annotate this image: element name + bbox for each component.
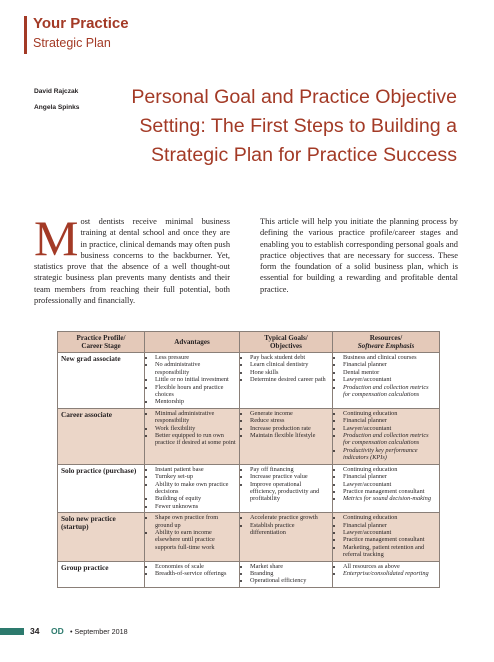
list-item: • Mentorship	[155, 398, 236, 405]
header-advantages: Advantages	[145, 332, 240, 353]
list-item: • Marketing, patient retention and referral tracking	[343, 544, 436, 559]
list-item: • All resources as above	[343, 563, 436, 570]
stage-cell: New grad associate	[58, 353, 145, 409]
overview-paragraph: This article will help you initiate the planning process by defining the various practice profile/career stages and enabling you to establish corresponding personal goals and practice objectives that are necessary for success. These form the foundation of a solid business plan, which is essential for building a rewarding and profitable dental practice.	[260, 217, 458, 294]
list-item: • No administrative responsibility	[155, 361, 236, 376]
resources-cell	[333, 513, 440, 561]
title-line: Setting: The First Steps to Building a	[139, 115, 457, 137]
list-item: • Financial planner	[343, 417, 436, 424]
list-item: • Production and collection metrics for compensation calculations	[343, 384, 436, 399]
drop-cap: M	[34, 210, 79, 266]
list-item: • Financial planner	[343, 522, 436, 529]
list-item: • Better equipped to run own practice if desired at some point	[155, 432, 236, 447]
goals-cell	[240, 353, 333, 409]
list-item: • Metrics for sound decision-making	[343, 495, 436, 502]
intro-text: ost dentists receive minimal business training at dental school and once they are in practice, clinical demands may often push business concerns to the backburner. Yet, statistics prove that the absence of a well thought-out strategic business plan prevents many dentists and their team members from reaching their full potential, both professionally and financially.	[34, 217, 231, 306]
stage-cell: Group practice	[58, 561, 145, 587]
publication-brand: OD	[51, 626, 64, 636]
list-item: • Determine desired career path	[250, 376, 329, 383]
goals-cell	[240, 464, 333, 512]
list-item: • Production and collection metrics for compensation calculations	[343, 432, 436, 447]
advantages-list	[148, 354, 236, 406]
list-item: • Building of equity	[155, 495, 236, 502]
advantages-list	[148, 410, 236, 447]
list-item: • Pay back student debt	[250, 354, 329, 361]
list-item: • Maintain flexible lifestyle	[250, 432, 329, 439]
list-item: • Enterprise/consolidated reporting	[343, 570, 436, 577]
article-title	[77, 83, 457, 170]
table-body	[58, 353, 440, 588]
goals-cell	[240, 513, 333, 561]
section-subtitle: Strategic Plan	[33, 36, 111, 50]
list-item: • Financial planner	[343, 361, 436, 368]
author-name: David Rajczak	[34, 88, 79, 95]
goals-list	[243, 514, 329, 536]
advantages-list	[148, 563, 236, 578]
advantages-cell	[145, 353, 240, 409]
list-item: • Economies of scale	[155, 563, 236, 570]
list-item: • Generate income	[250, 410, 329, 417]
stage-cell: Solo new practice (startup)	[58, 513, 145, 561]
list-item: • Continuing education	[343, 410, 436, 417]
list-item: • Practice management consultant	[343, 536, 436, 543]
footer-bar	[0, 628, 24, 635]
list-item: • Establish practice differentiation	[250, 522, 329, 537]
list-item: • Shape own practice from ground up	[155, 514, 236, 529]
list-item: • Instant patient base	[155, 466, 236, 473]
list-item: • Dental mentor	[343, 369, 436, 376]
list-item: • Practice management consultant	[343, 488, 436, 495]
advantages-cell	[145, 561, 240, 587]
list-item: • Lawyer/accountant	[343, 376, 436, 383]
goals-list	[243, 563, 329, 585]
intro-paragraph	[34, 210, 231, 306]
header-stage: Practice Profile/ Career Stage	[58, 332, 145, 353]
advantages-cell	[145, 408, 240, 464]
table-row	[58, 408, 440, 464]
advantages-cell	[145, 513, 240, 561]
author-name: Angela Spinks	[34, 104, 80, 111]
stage-cell: Solo practice (purchase)	[58, 464, 145, 512]
section-title: Your Practice	[33, 15, 129, 32]
resources-list	[336, 410, 436, 462]
list-item: • Less pressure	[155, 354, 236, 361]
advantages-list	[148, 466, 236, 510]
resources-list	[336, 514, 436, 558]
list-item: • Business and clinical courses	[343, 354, 436, 361]
list-item: • Lawyer/accountant	[343, 425, 436, 432]
list-item: • Ability to earn income elsewhere until practice supports full-time work	[155, 529, 236, 551]
list-item: • Minimal administrative responsibility	[155, 410, 236, 425]
issue-date: • September 2018	[70, 627, 128, 636]
list-item: • Branding	[250, 570, 329, 577]
list-item: • Accelerate practice growth	[250, 514, 329, 521]
title-line: Personal Goal and Practice Objective	[131, 86, 457, 108]
goals-list	[243, 410, 329, 440]
goals-list	[243, 354, 329, 384]
list-item: • Fewer unknowns	[155, 503, 236, 510]
advantages-list	[148, 514, 236, 551]
section-marker	[24, 16, 27, 54]
table-row	[58, 464, 440, 512]
list-item: • Continuing education	[343, 514, 436, 521]
list-item: • Little or no initial investment	[155, 376, 236, 383]
list-item: • Increase production rate	[250, 425, 329, 432]
list-item: • Work flexibility	[155, 425, 236, 432]
list-item: • Learn clinical dentistry	[250, 361, 329, 368]
resources-list	[336, 354, 436, 398]
table-row	[58, 513, 440, 561]
list-item: • Improve operational efficiency, productivity and profitability	[250, 481, 329, 503]
resources-cell	[333, 464, 440, 512]
page-number: 34	[30, 626, 40, 636]
list-item: • Turnkey set-up	[155, 473, 236, 480]
resources-list	[336, 563, 436, 578]
list-item: • Flexible hours and practice choices	[155, 384, 236, 399]
advantages-cell	[145, 464, 240, 512]
resources-cell	[333, 353, 440, 409]
table-row	[58, 353, 440, 409]
title-line: Strategic Plan for Practice Success	[150, 144, 457, 166]
list-item: • Financial planner	[343, 473, 436, 480]
list-item: • Increase practice value	[250, 473, 329, 480]
list-item: • Breadth-of-service offerings	[155, 570, 236, 577]
header-resources: Resources/ Software Emphasis	[333, 332, 440, 353]
list-item: • Market share	[250, 563, 329, 570]
stage-cell: Career associate	[58, 408, 145, 464]
table-header-row	[58, 332, 440, 353]
list-item: • Ability to make own practice decisions	[155, 481, 236, 496]
list-item: • Lawyer/accountant	[343, 529, 436, 536]
list-item: • Productivity key performance indicators (KPIs)	[343, 447, 436, 462]
list-item: • Pay off financing	[250, 466, 329, 473]
list-item: • Reduce stress	[250, 417, 329, 424]
list-item: • Hone skills	[250, 369, 329, 376]
table-row	[58, 561, 440, 587]
list-item: • Operational efficiency	[250, 577, 329, 584]
goals-cell	[240, 561, 333, 587]
list-item: • Lawyer/accountant	[343, 481, 436, 488]
goals-cell	[240, 408, 333, 464]
career-stage-table	[57, 331, 439, 588]
resources-cell	[333, 561, 440, 587]
header-goals: Typical Goals/ Objectives	[240, 332, 333, 353]
list-item: • Continuing education	[343, 466, 436, 473]
career-stage-table-grid	[57, 331, 440, 588]
goals-list	[243, 466, 329, 503]
resources-cell	[333, 408, 440, 464]
resources-list	[336, 466, 436, 503]
